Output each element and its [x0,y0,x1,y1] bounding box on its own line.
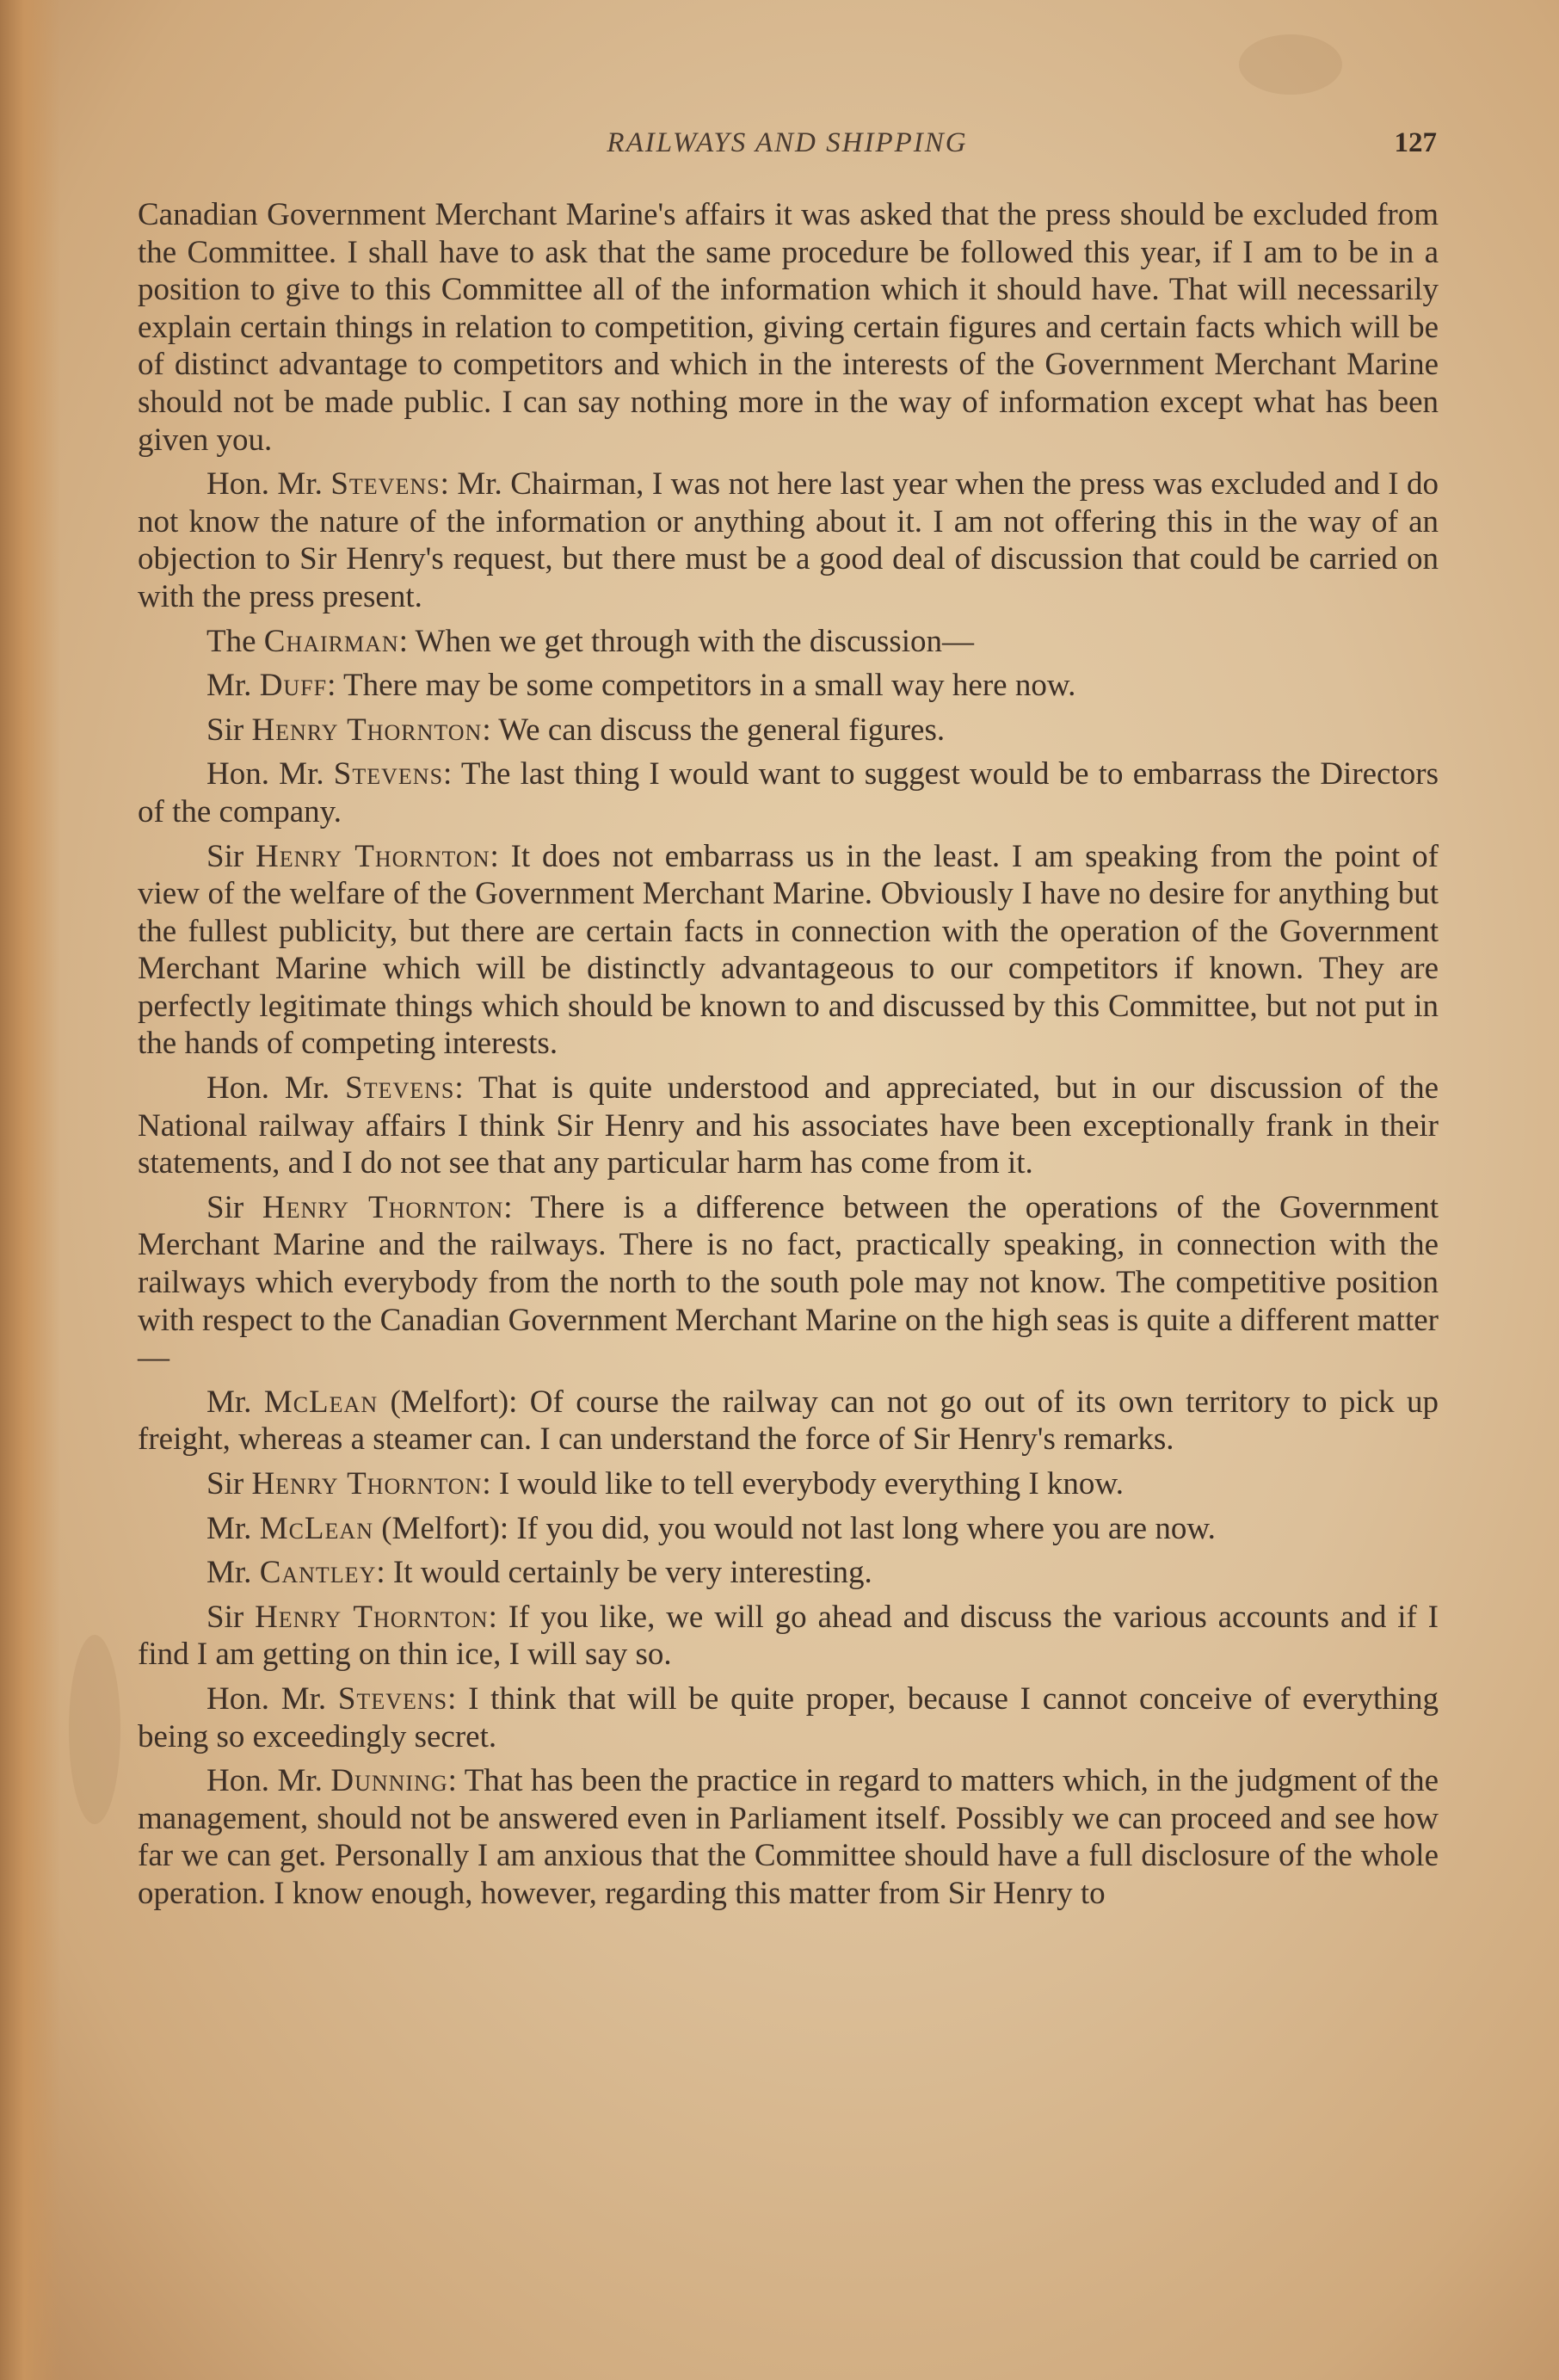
speaker-suffix: : [447,1763,457,1799]
body-text [138,196,1439,1920]
paragraph [138,1554,1439,1592]
speaker-suffix: : [327,668,336,704]
paper-stain [1239,34,1342,95]
speaker-name: Duff [259,668,328,704]
paragraph [138,1762,1439,1912]
speaker-name: Henry Thornton [255,1599,489,1635]
speaker-name: Dunning [330,1763,448,1799]
speaker-suffix: : [454,1070,464,1107]
speaker-suffix: : [503,1189,513,1225]
speaker-title: Sir [206,1189,262,1225]
speaker-suffix: : [443,756,453,792]
speaker-suffix: : [482,1466,491,1501]
speaker-title: Hon. Mr. [206,756,334,792]
speaker-title: Hon. Mr. [206,1680,338,1717]
speaker-name: Henry Thornton [251,712,483,748]
speaker-name: Cantley [259,1555,377,1591]
speaker-name: Stevens [337,1680,448,1717]
speaker-suffix: : [447,1680,457,1717]
paragraph [138,838,1439,1064]
paragraph-text: There is a difference between the operations of the Government Merchant Marine and the railways. There is no fact, practically speaking, in connection with the railways which everybody from the north to the south pole may not know. The competitive position with respect to the Canadian Government Merchant Marine on the high seas is quite a different matter— [138,1189,1439,1376]
paragraph-text: Canadian Government Merchant Marine's affairs it was asked that the press should be excluded from the Committee. I shall have to ask that the same procedure be followed this year, if I am to be in a position to give to this Committee all of the information which it should have. That will necessarily explain certain things in relation to competition, giving certain figures and certain facts which will be of distinct advantage to competitors and which in the interests of the Government Merchant Marine should not be made public. I can say nothing more in the way of information except what has been given you. [138,197,1439,458]
paragraph-text: It would certainly be very interesting. [385,1555,872,1591]
speaker-suffix: (Melfort): [373,1510,509,1546]
speaker-name: Stevens [330,466,441,503]
speaker-title: Hon. Mr. [206,466,331,503]
paragraph-text: We can discuss the general figures. [490,712,946,748]
speaker-suffix: : [490,838,499,874]
paragraph-text: I would like to tell everybody everything I know. [490,1466,1124,1501]
speaker-title: Sir [206,712,252,748]
speaker-name: Henry Thornton [256,838,490,874]
paragraph [138,196,1439,459]
speaker-name: McLean [259,1510,373,1546]
paragraph [138,1465,1439,1503]
page-number: 127 [1394,127,1437,158]
paragraph-text: Of course the railway can not go out of its own territory to pick up freight, whereas a steamer can. I can understand the force of Sir Henry's remarks. [138,1384,1439,1458]
speaker-title: Mr. [206,1384,264,1420]
speaker-title: Mr. [206,1555,260,1591]
book-spine-shadow [0,0,60,2380]
paragraph-text: The last thing I would want to suggest would be to embarrass the Directors of the company. [138,756,1439,829]
paragraph-text: That is quite understood and appreciated, but in our discussion of the National railway affairs I think Sir Henry and his associates have been exceptionally frank in their statements, and I do not see that any particular harm has come from it. [138,1070,1439,1181]
paragraph [138,1189,1439,1377]
speaker-name: Chairman [263,623,399,659]
paragraph-text: If you like, we will go ahead and discuss the various accounts and if I find I am getting on thin ice, I will say so. [138,1599,1439,1673]
speaker-title: Hon. Mr. [206,1763,331,1799]
speaker-suffix: : [376,1555,385,1591]
paragraph-text: When we get through with the discussion— [407,623,975,659]
speaker-suffix: : [488,1599,497,1635]
speaker-name: Stevens [345,1070,455,1107]
speaker-title: Hon. Mr. [206,1070,346,1107]
paragraph [138,1384,1439,1458]
speaker-suffix: : [482,712,491,748]
speaker-title: The [206,623,264,659]
paragraph [138,1599,1439,1674]
speaker-name: Henry Thornton [251,1466,483,1501]
paragraph [138,466,1439,615]
speaker-title: Sir [206,838,256,874]
speaker-suffix: (Melfort): [378,1384,518,1420]
running-title: RAILWAYS AND SHIPPING [607,127,968,158]
paragraph [138,1070,1439,1182]
paragraph-text: Mr. Chairman, I was not here last year when the press was excluded and I do not know the nature of the information or anything about it. I am not offering this in the way of an objection to Sir Henry's request, but there must be a good deal of discussion that could be carried on with the press present. [138,466,1439,614]
speaker-suffix: : [398,623,408,659]
page-header [138,127,1437,165]
speaker-title: Sir [206,1466,252,1501]
paper-stain [69,1635,120,1824]
paragraph [138,623,1439,661]
speaker-name: McLean [263,1384,379,1420]
speaker-name: Stevens [333,756,444,792]
speaker-title: Sir [206,1599,256,1635]
paragraph-text: I think that will be quite proper, because I cannot conceive of everything being so exceedingly secret. [138,1680,1439,1754]
paragraph [138,1680,1439,1755]
speaker-title: Mr. [206,1510,260,1546]
paragraph [138,712,1439,749]
speaker-title: Mr. [206,668,260,704]
paragraph-text: If you did, you would not last long where you are now. [508,1510,1216,1546]
paragraph [138,1510,1439,1548]
paragraph [138,667,1439,705]
paragraph-text: It does not embarrass us in the least. I am speaking from the point of view of the welfare of the Government Merchant Marine. Obviously I have no desire for anything but the fullest publicity, but there are certain facts in connection with the operation of the Government Merchant Marine which will be distinctly advantageous to our competitors if known. They are perfectly legitimate things which should be known to and discussed by this Committee, but not put in the hands of competing interests. [138,838,1439,1062]
paragraph-text: That has been the practice in regard to matters which, in the judgment of the management, should not be answered even in Parliament itself. Possibly we can proceed and see how far we can get. Personally I am anxious that the Committee should have a full disclosure of the whole operation. I know enough, however, regarding this matter from Sir Henry to [138,1763,1439,1911]
paragraph-text: There may be some competitors in a small way here now. [336,668,1076,704]
speaker-name: Henry Thornton [262,1189,504,1225]
paragraph [138,755,1439,830]
speaker-suffix: : [440,466,449,503]
